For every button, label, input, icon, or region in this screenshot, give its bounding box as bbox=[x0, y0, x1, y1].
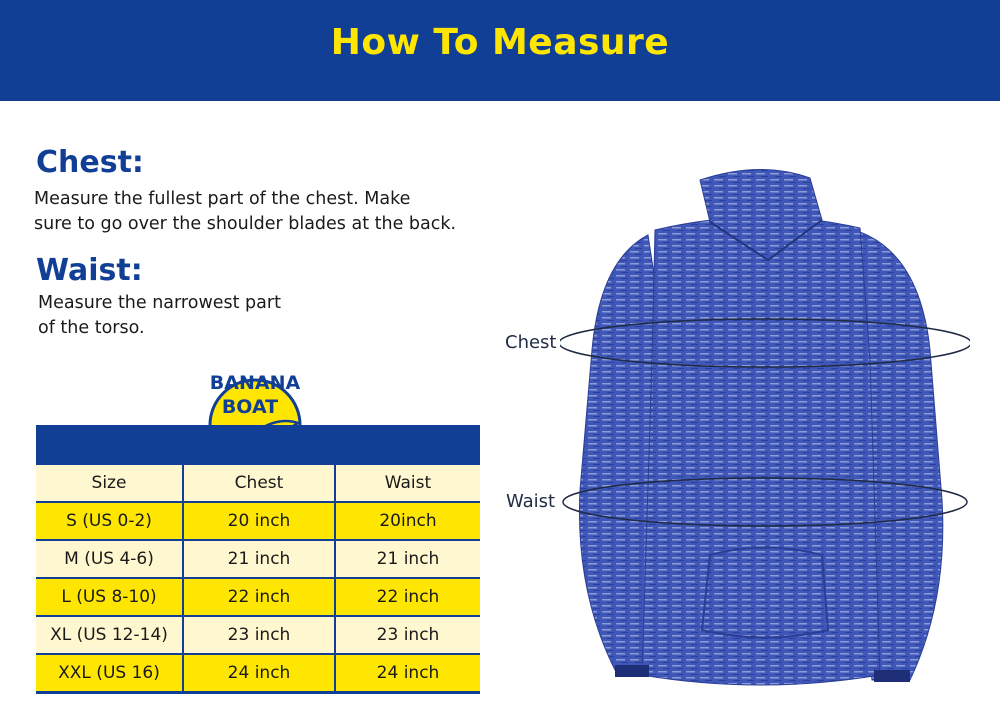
page-title: How To Measure bbox=[330, 22, 670, 63]
table-top-bar bbox=[36, 425, 480, 463]
waist-cell: 20inch bbox=[336, 503, 480, 539]
size-chart-table bbox=[36, 425, 480, 694]
table-row bbox=[36, 617, 480, 653]
chest-cell: 20 inch bbox=[184, 503, 334, 539]
table-row bbox=[36, 579, 480, 615]
waist-heading: Waist: bbox=[36, 253, 143, 288]
waist-instruction-line: of the torso. bbox=[38, 318, 145, 338]
chest-instruction-line: sure to go over the shoulder blades at the back. bbox=[34, 214, 457, 234]
size-cell: S (US 0-2) bbox=[36, 503, 182, 539]
header-banner bbox=[0, 0, 1000, 101]
size-cell: XL (US 12-14) bbox=[36, 617, 182, 653]
chest-instruction-line: Measure the fullest part of the chest. Make bbox=[34, 189, 411, 209]
chest-measure-label: Chest bbox=[505, 332, 557, 353]
size-cell: M (US 4-6) bbox=[36, 541, 182, 577]
waist-instruction-line: Measure the narrowest part bbox=[38, 293, 281, 313]
chest-heading: Chest: bbox=[36, 145, 144, 180]
table-row bbox=[36, 655, 480, 691]
waist-cell: 23 inch bbox=[336, 617, 480, 653]
waist-measure-label: Waist bbox=[506, 491, 556, 512]
waist-cell: 21 inch bbox=[336, 541, 480, 577]
waist-cell: 24 inch bbox=[336, 655, 480, 691]
chest-instructions bbox=[34, 187, 456, 237]
size-cell: L (US 8-10) bbox=[36, 579, 182, 615]
size-cell: XXL (US 16) bbox=[36, 655, 182, 691]
column-header-waist: Waist bbox=[336, 465, 480, 501]
column-header-size: Size bbox=[36, 465, 182, 501]
waist-instructions bbox=[38, 291, 281, 341]
table-row bbox=[36, 503, 480, 539]
table-row bbox=[36, 541, 480, 577]
chest-cell: 24 inch bbox=[184, 655, 334, 691]
hoodie-illustration bbox=[560, 160, 970, 700]
table-body bbox=[36, 463, 480, 694]
chest-cell: 22 inch bbox=[184, 579, 334, 615]
chest-cell: 21 inch bbox=[184, 541, 334, 577]
logo-text-line1: BANANA bbox=[209, 372, 301, 394]
logo-text-line2: BOAT bbox=[221, 396, 279, 418]
table-header-row bbox=[36, 465, 480, 501]
waist-cell: 22 inch bbox=[336, 579, 480, 615]
column-header-chest: Chest bbox=[184, 465, 334, 501]
chest-cell: 23 inch bbox=[184, 617, 334, 653]
